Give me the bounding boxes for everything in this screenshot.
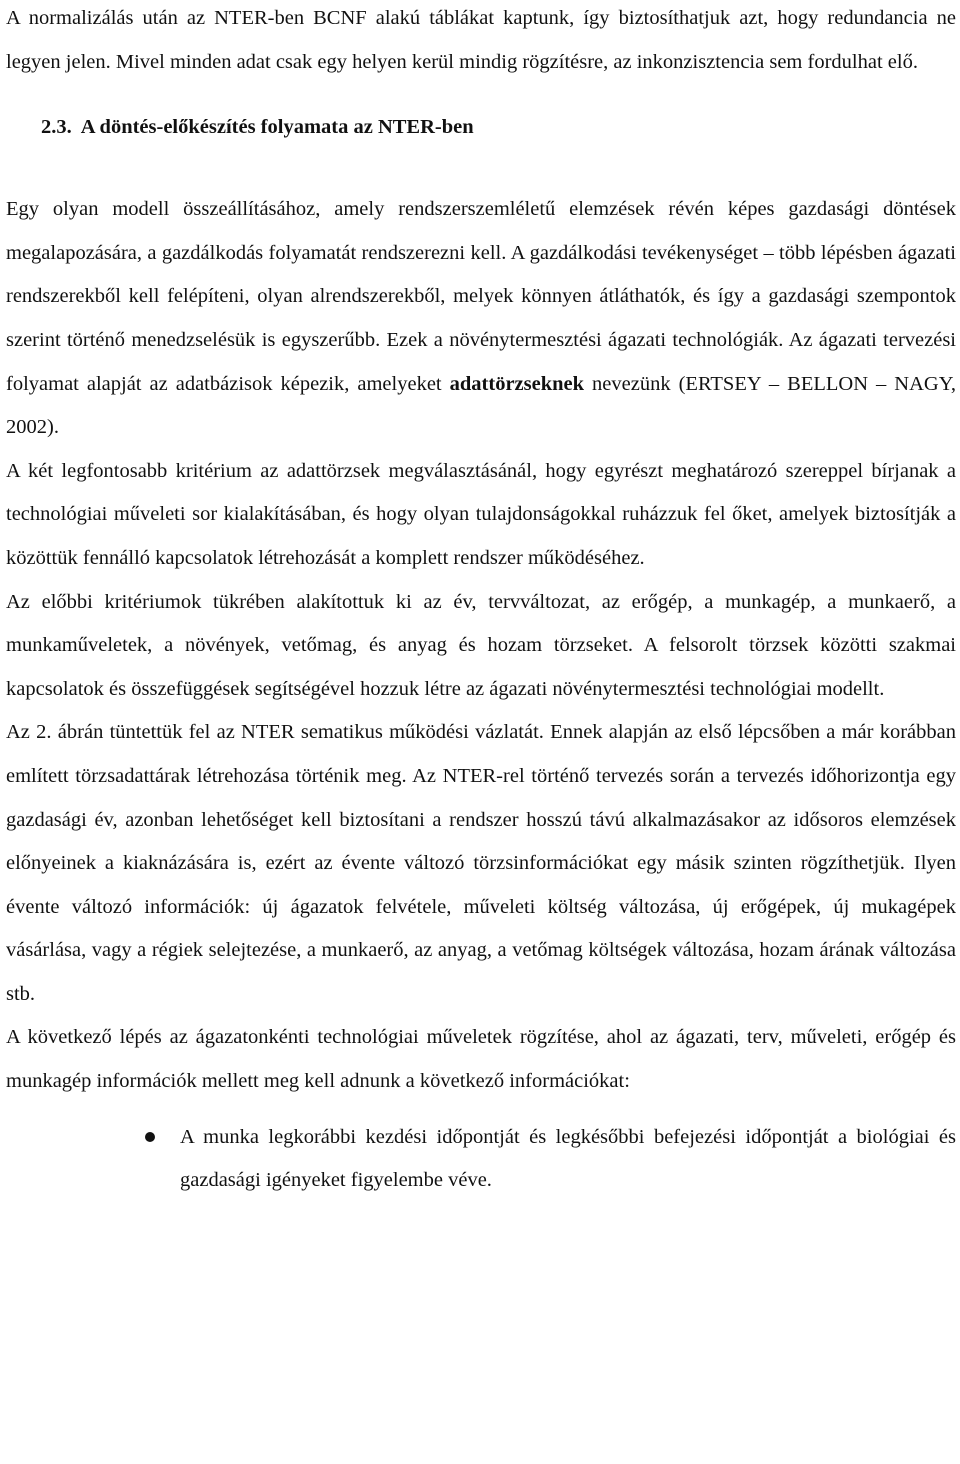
intro-paragraph: A normalizálás után az NTER-ben BCNF alakú táblákat kaptunk, így biztosíthatjuk azt, hogy redundancia ne legyen jelen. Mivel minden adat csak egy helyen kerül mindig rögzítésre, az inkonzisztencia sem fordulhat elő.	[6, 7, 956, 73]
bold-term: adattörzseknek	[449, 372, 585, 395]
bullet-icon	[145, 1132, 155, 1142]
bullet-list	[6, 1116, 956, 1203]
paragraph-citation: nevezünk (ERTSEY – BELLON – NAGY, 2002).	[6, 372, 956, 439]
paragraph-adattorzsek	[6, 188, 956, 450]
section-heading	[41, 112, 956, 142]
list-item-text: A munka legkorábbi kezdési időpontját és legkésőbbi befejezési időpontját a biológiai és gazdasági igényeket figyelembe véve.	[180, 1125, 956, 1192]
list-item	[180, 1116, 956, 1203]
paragraph-nter-vazlat: Az 2. ábrán tüntettük fel az NTER sematikus működési vázlatát. Ennek alapján az első lépcsőben a már korábban említett törzsadattárak létrehozása történik meg. Az NTER-rel történő tervezés során a tervezés időhorizontja egy gazdasági év, azonban lehetőséget kell biztosítani a rendszer hosszú távú alkalmazásakor az idősoros elemzések előnyeinek a kiaknázására is, ezért az évente változó törzsinformációkat egy másik szinten rögzíthetjük. Ilyen évente változó információk: új ágazatok felvétele, műveleti költség változása, új erőgépek, új mukagépek vásárlása, vagy a régiek selejtezése, a munkaerő, az anyag, a vetőmag költségek változása, hozam árának változása stb.	[6, 721, 956, 1005]
paragraph-torzsek: Az előbbi kritériumok tükrében alakítottuk ki az év, tervváltozat, az erőgép, a munkagép, a munkaerő, a munkaműveletek, a növények, vetőmag, és anyag és hozam törzseket. A felsorolt törzsek közötti szakmai kapcsolatok és összefüggések segítségével hozzuk létre az ágazati növénytermesztési technológiai modellt.	[6, 590, 956, 700]
document-page	[6, 0, 956, 1203]
paragraph-kriteriumok: A két legfontosabb kritérium az adattörzsek megválasztásánál, hogy egyrészt meghatározó szereppel bírjanak a technológiai műveleti sor kialakításában, és hogy olyan tulajdonságokkal ruházzuk fel őket, amelyek biztosítják a közöttük fennálló kapcsolatok létrehozását a komplett rendszer működéséhez.	[6, 459, 956, 569]
section-title: A döntés-előkészítés folyamata az NTER-ben	[80, 116, 474, 139]
paragraph-kovetkezo-lepes: A következő lépés az ágazatonkénti technológiai műveletek rögzítése, ahol az ágazati, terv, műveleti, erőgép és munkagép információk mellett meg kell adnunk a következő információkat:	[6, 1026, 956, 1093]
section-number: 2.3.	[41, 116, 72, 139]
paragraph-text: Egy olyan modell összeállításához, amely rendszerszemléletű elemzések révén képes gazdasági döntések megalapozására, a gazdálkodás folyamatát rendszerezni kell. A gazdálkodási tevékenységet – több lépésben ágazati rendszerekből kell felépíteni, olyan alrendszerekből, melyek könnyen átláthatók, és így a gazdasági szempontok szerint történő menedzselésük is egyszerűbb. Ezek a növénytermesztési ágazati technológiák. Az ágazati tervezési folyamat alapját az adatbázisok képezik, amelyeket	[6, 198, 956, 395]
